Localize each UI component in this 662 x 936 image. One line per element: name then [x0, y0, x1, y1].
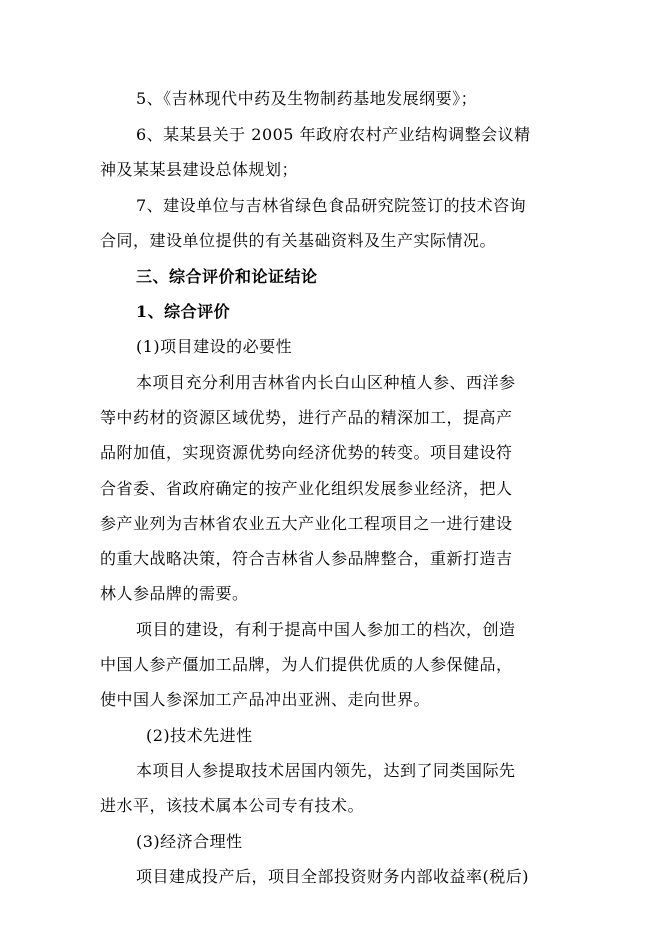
paragraph-1-line-1: 本项目充分利用吉林省内长白山区种植人参、西洋参 [136, 373, 516, 392]
reference-6-line-1: 6、某某县关于 2005 年政府农村产业结构调整会议精 [136, 125, 531, 144]
paragraph-3-line-1: 本项目人参提取技术居国内领先，达到了同类国际先 [136, 761, 516, 780]
item-heading-economics: (3)经济合理性 [136, 832, 243, 851]
item-heading-necessity: (1)项目建设的必要性 [136, 337, 293, 356]
paragraph-3-line-2: 进水平，该技术属本公司专有技术。 [100, 796, 365, 815]
reference-7-line-2: 合同，建设单位提供的有关基础资料及生产实际情况。 [100, 231, 497, 250]
paragraph-1-line-7: 林人参品牌的需要。 [100, 584, 249, 603]
paragraph-1-line-4: 合省委、省政府确定的按产业化组织发展参业经济，把人 [100, 479, 513, 498]
paragraph-1-line-5: 参产业列为吉林省农业五大产业化工程项目之一进行建设 [100, 514, 513, 533]
paragraph-1-line-6: 的重大战略决策，符合吉林省人参品牌整合，重新打造吉 [100, 549, 513, 568]
paragraph-1-line-3: 品附加值，实现资源优势向经济优势的转变。项目建设符 [100, 443, 513, 462]
paragraph-2-line-1: 项目的建设，有利于提高中国人参加工的档次，创造 [136, 620, 516, 639]
reference-6-line-2: 神及某某县建设总体规划； [100, 160, 299, 179]
paragraph-4-line-1: 项目建成投产后，项目全部投资财务内部收益率(税后) [136, 867, 529, 886]
reference-5: 5、《吉林现代中药及生物制药基地发展纲要》； [136, 89, 478, 108]
paragraph-2-line-3: 使中国人参深加工产品冲出亚洲、走向世界。 [100, 690, 431, 709]
paragraph-1-line-2: 等中药材的资源区域优势，进行产品的精深加工，提高产 [100, 408, 513, 427]
reference-7-line-1: 7、建设单位与吉林省绿色食品研究院签订的技术咨询 [136, 196, 527, 215]
section-heading-3: 三、综合评价和论证结论 [136, 267, 318, 286]
subsection-heading-1: 1、综合评价 [136, 302, 231, 321]
paragraph-2-line-2: 中国人参产僵加工品牌，为人们提供优质的人参保健品， [100, 655, 513, 674]
item-heading-technology: (2)技术先进性 [146, 726, 253, 745]
